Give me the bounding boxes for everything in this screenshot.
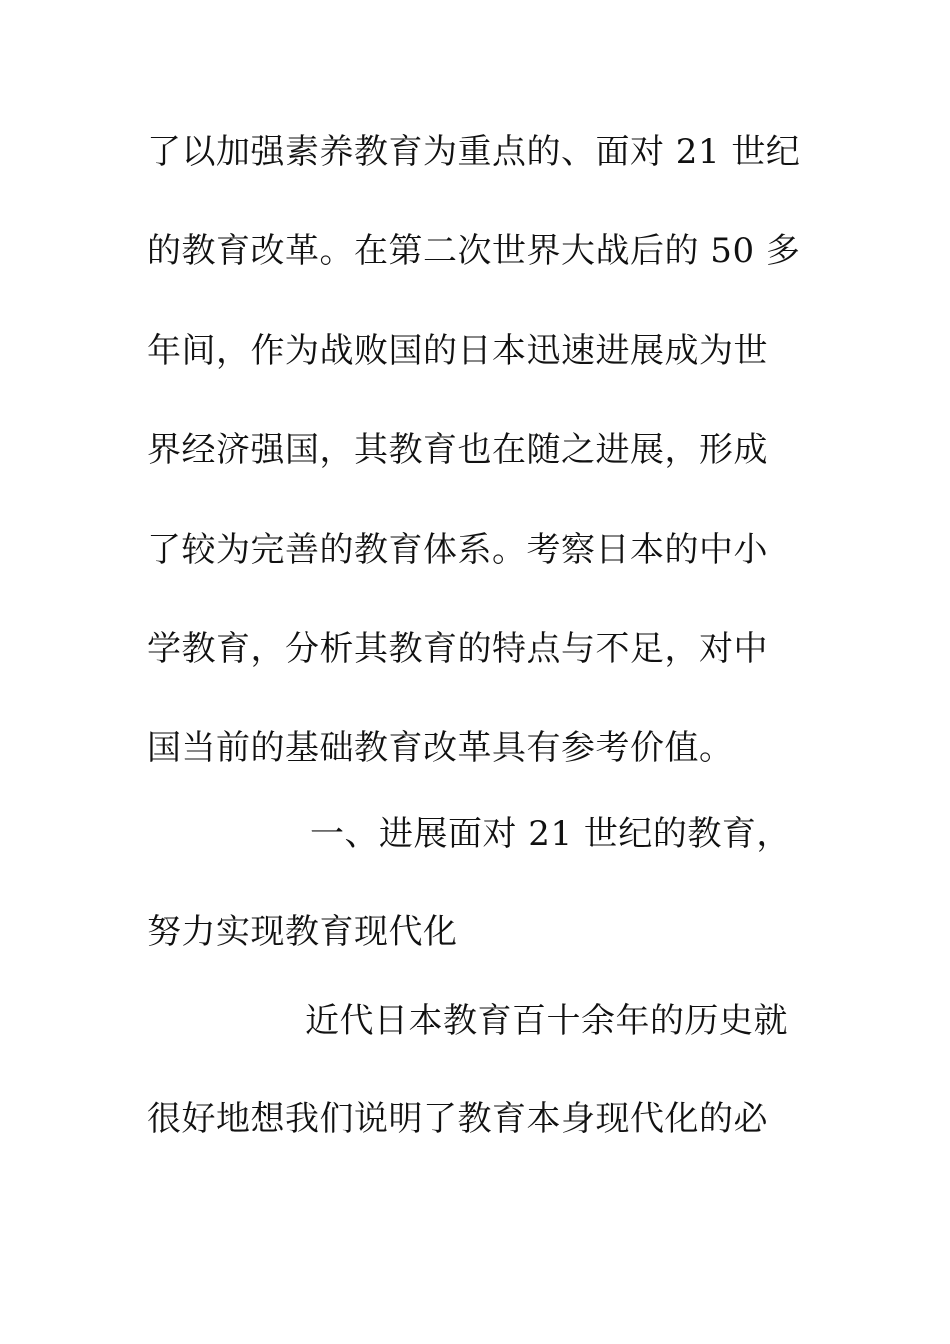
body-text-line: 年间，作为战败国的日本迅速进展成为世 <box>147 331 768 371</box>
body-text-line: 界经济强国，其教育也在随之进展，形成 <box>147 430 768 470</box>
section-heading-line-2: 努力实现教育现代化 <box>147 912 458 952</box>
paragraph-first-line: 近代日本教育百十余年的历史就 <box>305 1001 788 1041</box>
body-text-line: 了较为完善的教育体系。考察日本的中小 <box>147 530 768 570</box>
body-text-line: 的教育改革。在第二次世界大战后的 50 多 <box>147 231 801 271</box>
body-text-line: 学教育，分析其教育的特点与不足，对中 <box>147 629 768 669</box>
paragraph-line: 很好地想我们说明了教育本身现代化的必 <box>147 1099 768 1139</box>
section-heading-line-1: 一、进展面对 21 世纪的教育， <box>310 814 791 854</box>
body-text-line: 了以加强素养教育为重点的、面对 21 世纪 <box>147 132 801 172</box>
body-text-line: 国当前的基础教育改革具有参考价值。 <box>147 728 734 768</box>
